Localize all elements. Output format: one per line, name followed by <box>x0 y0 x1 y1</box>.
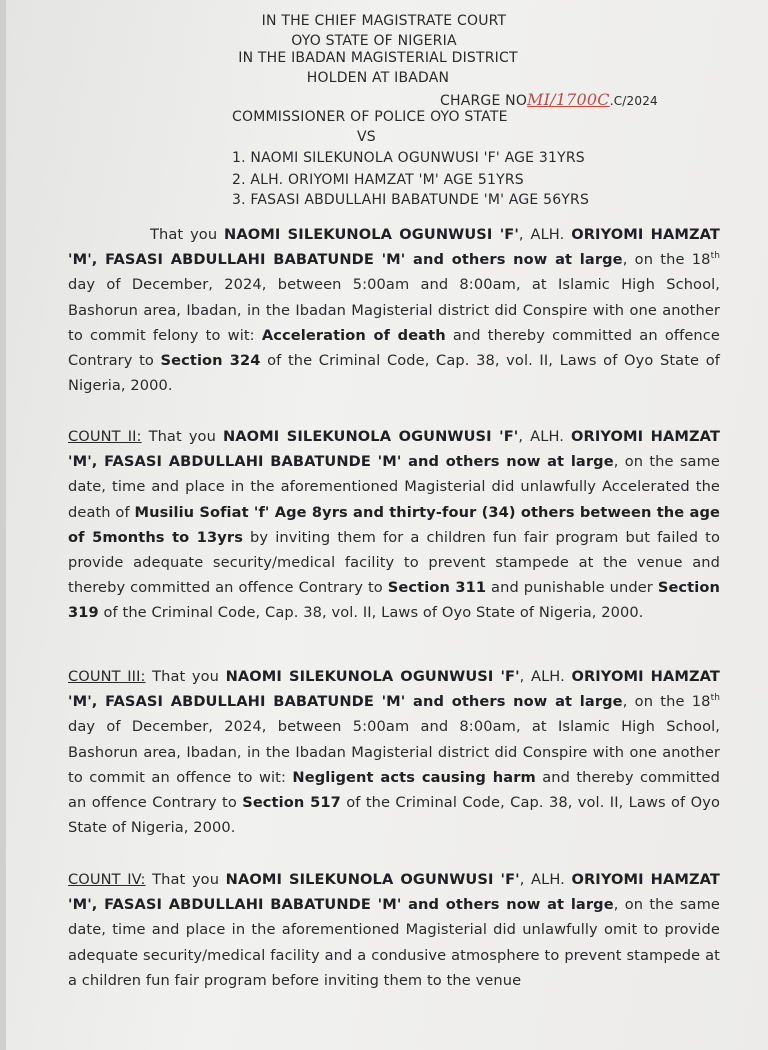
text-segment: of the Criminal Code, Cap. 38, vol. II, Laws of Oyo State of Nigeria, 2000. <box>68 352 720 395</box>
emphasized-text: NAOMI SILEKUNOLA OGUNWUSI 'F' <box>222 428 519 445</box>
count-1-paragraph <box>68 222 720 398</box>
emphasized-text: Musiliu Sofiat 'f' Age 8yrs and thirty-four (34) others between the age of 5months to 13yrs <box>68 503 720 546</box>
text-segment: , ALH. <box>519 871 572 888</box>
court-title: IN THE CHIEF MAGISTRATE COURT <box>261 13 507 29</box>
text-segment: , on the 18 <box>622 251 711 269</box>
text-segment: th <box>710 693 720 704</box>
emphasized-text: Section 324 <box>160 352 261 370</box>
text-segment: by inviting them for a children fun fair program but failed to provide adequate security/medical facility to prevent stampede at the venue and thereby committed an offence Contrary to <box>68 528 721 597</box>
district-title: IN THE IBADAN MAGISTERIAL DISTRICT <box>238 50 518 66</box>
text-segment: That you <box>150 226 225 243</box>
count-3-paragraph <box>68 664 720 840</box>
text-segment: That you <box>145 668 226 685</box>
emphasized-text: NAOMI SILEKUNOLA OGUNWUSI 'F' <box>224 226 519 243</box>
count-2-paragraph <box>68 424 720 626</box>
emphasized-text: Acceleration of death <box>261 326 446 344</box>
text-segment: day of December, 2024, between 5:00am and 8:00am, at Islamic High School, Bashorun area, Ibadan, in the Ibadan Magisterial district did Conspire with one another to commit felony to wit: <box>68 276 720 344</box>
text-segment: of the Criminal Code, Cap. 38, vol. II, Laws of Oyo State of Nigeria, 2000. <box>98 604 644 622</box>
text-segment: and punishable under <box>486 579 658 597</box>
emphasized-text: Section 311 <box>387 579 487 597</box>
text-segment: , on the 18 <box>622 693 711 711</box>
defendant-2: 2. ALH. ORIYOMI HAMZAT 'M' AGE 51YRS <box>232 172 524 188</box>
emphasized-text: Negligent acts causing harm <box>292 768 536 786</box>
emphasized-text: NAOMI SILEKUNOLA OGUNWUSI 'F' <box>225 668 520 685</box>
holden-title: HOLDEN AT IBADAN <box>306 70 450 86</box>
complainant: COMMISSIONER OF POLICE OYO STATE <box>232 109 508 125</box>
emphasized-text: NAOMI SILEKUNOLA OGUNWUSI 'F' <box>225 871 520 888</box>
text-segment: of the Criminal Code, Cap. 38, vol. II, Laws of Oyo State of Nigeria, 2000. <box>68 794 720 837</box>
charge-number <box>440 90 658 109</box>
text-segment: , ALH. <box>518 428 572 445</box>
count-heading: COUNT II: <box>68 428 142 445</box>
text-segment: That you <box>145 871 226 888</box>
text-segment: , ALH. <box>518 226 572 243</box>
text-segment: and thereby committed an offence Contrary to <box>68 768 720 812</box>
emphasized-text: ORIYOMI HAMZAT 'M', FASASI ABDULLAHI BABATUNDE 'M' and others now at large <box>68 226 720 269</box>
charge-label: CHARGE NO <box>440 93 528 109</box>
charge-handwritten: MI/1700C <box>527 90 610 109</box>
text-segment: , on the same date, time and place in the aforementioned Magisterial did unlawfully Accelerated the death of <box>68 453 720 521</box>
emphasized-text: ORIYOMI HAMZAT 'M', FASASI ABDULLAHI BABATUNDE 'M' and others now at large <box>68 428 720 471</box>
text-segment: That you <box>141 428 223 445</box>
emphasized-text: ORIYOMI HAMZAT 'M', FASASI ABDULLAHI BABATUNDE 'M' and others now at large <box>68 871 720 914</box>
text-segment: , ALH. <box>519 668 572 685</box>
count-4-paragraph <box>68 867 720 993</box>
text-segment: and thereby committed an offence Contrary to <box>68 326 720 370</box>
defendant-1: 1. NAOMI SILEKUNOLA OGUNWUSI 'F' AGE 31YRS <box>232 150 585 166</box>
count-heading: COUNT IV: <box>68 871 146 888</box>
emphasized-text: Section 319 <box>68 579 720 622</box>
count-heading: COUNT III: <box>68 668 146 685</box>
text-segment: th <box>710 251 720 262</box>
defendant-3: 3. FASASI ABDULLAHI BABATUNDE 'M' AGE 56YRS <box>232 192 590 208</box>
charge-suffix: .C/2024 <box>609 94 658 108</box>
state-title: OYO STATE OF NIGERIA <box>291 33 457 49</box>
emphasized-text: ORIYOMI HAMZAT 'M', FASASI ABDULLAHI BABATUNDE 'M' and others now at large <box>68 668 720 711</box>
versus: VS <box>357 129 376 145</box>
emphasized-text: Section 517 <box>242 794 341 812</box>
text-segment: day of December, 2024, between 5:00am and 8:00am, at Islamic High School, Bashorun area, Ibadan, in the Ibadan Magisterial district did Conspire with one another to commit an offence to wit: <box>68 718 720 786</box>
text-segment: , on the same date, time and place in the aforementioned Magisterial did unlawfully omit to provide adequate security/medical facility and a condusive atmosphere to prevent stampede at a children fun fair program before inviting them to the venue <box>68 896 720 989</box>
page-edge <box>0 0 6 1050</box>
